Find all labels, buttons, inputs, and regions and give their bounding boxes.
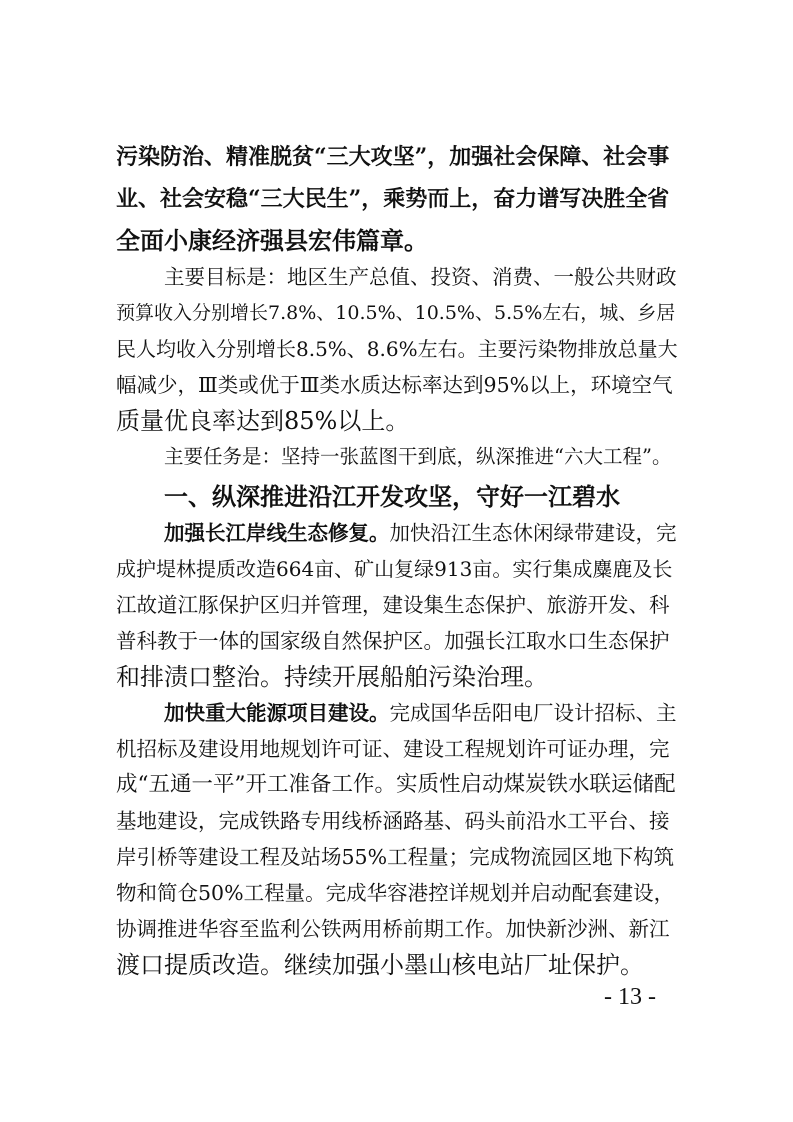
para2-line-2: 机招标及建设用地规划许可证、建设工程规划许可证办理，完 (116, 737, 670, 761)
para1-line-5: 和排渍口整治。持续开展船舶污染治理。 (116, 663, 548, 691)
para1-first-rest: 加快沿江生态休闲绿带建设，完 (389, 521, 677, 545)
page-number: - 13 - (604, 984, 656, 1010)
para2-line-3: 成“五通一平”开工准备工作。实质性启动煤炭铁水联运储配 (116, 772, 676, 797)
goals-line-3: 民人均收入分别增长8.5%、8.6%左右。主要污染物排放总量大 (116, 337, 678, 361)
intro-line-2: 业、社会安稳“三大民生”，乘势而上，奋力谱写决胜全省 (116, 186, 670, 212)
para1-line-3: 江故道江豚保护区归并管理，建设集生态保护、旅游开发、科 (116, 593, 670, 617)
goals-line-2: 预算收入分别增长7.8%、10.5%、10.5%、5.5%左右，城、乡居 (116, 302, 676, 324)
para1-line-4: 普科教于一体的国家级自然保护区。加强长江取水口生态保护 (116, 629, 670, 653)
para2-line-4: 基地建设，完成铁路专用线桥涵路基、码头前沿水工平台、接 (116, 809, 670, 833)
para2-line-6: 物和简仓50%工程量。完成华容港控详规划并启动配套建设， (116, 881, 675, 905)
para2-line-5: 岸引桥等建设工程及站场55%工程量；完成物流园区地下构筑 (116, 845, 675, 869)
tasks-line: 主要任务是：坚持一张蓝图干到底，纵深推进“六大工程”。 (164, 445, 672, 468)
goals-line-5: 质量优良率达到85%以上。 (116, 407, 410, 435)
para2-line-7: 协调推进华容至监利公铁两用桥前期工作。加快新沙洲、新江 (116, 917, 670, 941)
goals-line-4: 幅减少，Ⅲ类或优于Ⅲ类水质达标率达到95%以上，环境空气 (116, 373, 673, 397)
para2-line-8: 渡口提质改造。继续加强小墨山核电站厂址保护。 (116, 951, 644, 979)
para2-keyword: 加快重大能源项目建设。 (164, 701, 390, 725)
para2-first-rest: 完成国华岳阳电厂设计招标、主 (389, 701, 677, 725)
goals-line-1: 主要目标是：地区生产总值、投资、消费、一般公共财政 (164, 265, 677, 289)
para2-line-1 (164, 698, 677, 728)
intro-line-1: 污染防治、精准脱贫“三大攻坚”，加强社会保障、社会事 (116, 144, 670, 170)
para1-keyword: 加强长江岸线生态修复。 (164, 521, 390, 545)
para1-line-1 (164, 518, 677, 548)
para1-line-2: 成护堤林提质改造664亩、矿山复绿913亩。实行集成麋鹿及长 (116, 557, 673, 581)
section-heading: 一、纵深推进沿江开发攻坚，守好一江碧水 (164, 482, 620, 511)
intro-line-3: 全面小康经济强县宏伟篇章。 (116, 226, 428, 255)
